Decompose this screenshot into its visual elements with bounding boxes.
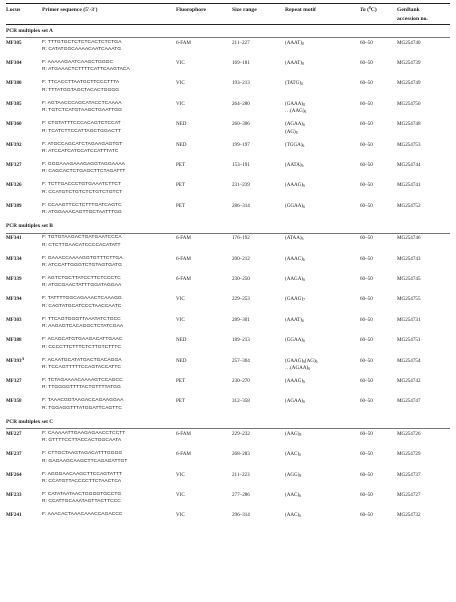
locus-name: MF264 <box>6 471 22 478</box>
forward-primer: F: TTCACCTTAATGCTTCCCTTTA <box>42 80 120 86</box>
repeat-motif-cell <box>285 60 304 66</box>
forward-primer: F: AAACACTAAACAAACCAGACCC <box>42 512 123 518</box>
locus-name: MF389 <box>6 202 22 209</box>
motif-count: 8 <box>303 102 305 107</box>
size-range-cell: 153–191 <box>232 161 250 168</box>
annealing-temp-cell: 60–50 <box>360 471 373 478</box>
size-range-cell: 264–280 <box>232 100 250 107</box>
forward-primer: F: AGTCTGCTTATCCTTCTCCCTC <box>42 275 121 281</box>
locus-cell <box>6 121 22 127</box>
reverse-primer: R: GAGAAGCAAGCTTCAGAGATTGT <box>42 458 128 464</box>
annealing-temp-cell: 60–50 <box>360 512 373 519</box>
reverse-primer: R: GTTTTCCTTACCACTGGCAATA <box>42 438 122 444</box>
reverse-primer: R: CCATTGCAAATAGTTACTTCCC <box>42 499 121 505</box>
forward-primer: F: ATGCCAGCATCTAGAAGAGTGT <box>42 141 123 147</box>
motif-count: 8 <box>295 130 298 135</box>
repeat-motif-cell <box>285 451 301 457</box>
size-range-cell: 229–232 <box>232 430 250 437</box>
repeat-motif-cell <box>285 256 305 262</box>
size-range-cell: 169–181 <box>232 59 250 66</box>
fluorophore-cell: 6-FAM <box>176 451 191 458</box>
motif-count: 8 <box>299 473 302 478</box>
annealing-temp-cell: 60–50 <box>360 80 373 87</box>
motif-count: 6 <box>303 123 305 128</box>
repeat-motif-cell <box>285 365 310 371</box>
locus-cell <box>6 472 22 478</box>
header-locus: Locus <box>6 7 21 13</box>
annealing-temp-cell: 60–50 <box>360 161 373 168</box>
repeat-motif-cell <box>285 431 301 437</box>
fluorophore-cell: PET <box>176 182 186 189</box>
locus-cell <box>6 203 22 209</box>
reverse-primer: R: TGGAGGTTTATGGATTCAGTTC <box>42 405 122 411</box>
annealing-temp-cell: 60–50 <box>360 255 373 262</box>
reverse-primer: R: CAGCACTCTGAGCTTCTAGATTT <box>42 169 126 175</box>
size-range-cell: 230–270 <box>232 377 250 384</box>
motif-count: 6 <box>303 277 305 282</box>
forward-primer: F: TAAACGGTAAGACCAGAAGGAA <box>42 398 124 404</box>
motif-count: 8 <box>299 432 302 437</box>
motif-unit: (AGAA) <box>285 121 304 128</box>
genbank-accession-cell: MG254731 <box>397 316 421 323</box>
repeat-motif-cell <box>285 378 305 384</box>
locus-name: MF394 <box>6 296 22 303</box>
motif-count: 6 <box>303 339 305 344</box>
size-range-cell: 193–213 <box>232 80 250 87</box>
locus-name: MF358 <box>6 398 22 405</box>
repeat-motif-cell <box>285 129 298 135</box>
annealing-temp-cell: 60–50 <box>360 451 373 458</box>
forward-primer: F: TTTGTGCTCTCTCACTCTCTGA <box>42 39 122 45</box>
genbank-accession-cell: MG254729 <box>397 451 421 458</box>
size-range-cell: 200–212 <box>232 255 250 262</box>
reverse-primer: R: AAGAGTCACAGGCTCTATCGAA <box>42 324 124 330</box>
genbank-accession-cell: MG254744 <box>397 161 421 168</box>
motif-count: 8 <box>301 41 304 46</box>
reverse-primer: R: CATATGGCAAAACAATCAAATG <box>42 46 122 52</box>
reverse-primer: R: TTGGGGTTTTACTGTTTTATGG <box>42 385 121 391</box>
repeat-motif-cell <box>285 80 303 86</box>
genbank-accession-cell: MG254754 <box>397 357 421 364</box>
size-range-cell: 229–253 <box>232 296 250 303</box>
genbank-accession-cell: MG254747 <box>397 398 421 405</box>
locus-cell <box>6 398 22 404</box>
locus-cell <box>6 276 22 282</box>
motif-unit: (AAAT) <box>285 316 302 323</box>
repeat-motif-cell <box>285 492 301 498</box>
reverse-primer: R: ATGCGAACTATTTGGATAGGAA <box>42 283 122 289</box>
annealing-temp-cell: 60–50 <box>360 296 373 303</box>
annealing-temp-cell: 60–50 <box>360 430 373 437</box>
motif-unit: (AAC) <box>285 491 300 498</box>
locus-name: MF388 <box>6 337 22 344</box>
fluorophore-cell: PET <box>176 202 186 209</box>
genbank-accession-cell: MG254732 <box>397 512 421 519</box>
reverse-primer: R: CCATGTTACCCCTTCTAACTCA <box>42 478 122 484</box>
motif-unit: (AAC) <box>285 451 300 458</box>
locus-name: MF385 <box>6 100 22 107</box>
reverse-primer: R: TCCAGTTTTTCCAGTACCATTC <box>42 364 121 370</box>
motif-unit: (TATG) <box>285 80 301 87</box>
fluorophore-cell: VIC <box>176 471 185 478</box>
locus-name: MF303 <box>6 316 22 323</box>
forward-primer: F: AAAAAGAATCAAGCTGGGC <box>42 59 114 65</box>
genbank-accession-cell: MG254742 <box>397 377 421 384</box>
locus-cell <box>6 142 22 148</box>
annealing-temp-cell: 60–50 <box>360 337 373 344</box>
locus-name: MF380 <box>6 80 22 87</box>
size-range-cell: 230–250 <box>232 275 250 282</box>
motif-unit: (AAGA) <box>285 275 304 282</box>
locus-name: MF334 <box>6 255 22 262</box>
locus-cell <box>6 512 22 518</box>
repeat-motif-cell <box>285 472 301 478</box>
genbank-accession-cell: MG254750 <box>397 100 421 107</box>
motif-unit: (AAAG) <box>285 182 304 189</box>
motif-unit: (GAAG) <box>285 296 304 303</box>
genbank-accession-cell: MG254755 <box>397 296 421 303</box>
motif-unit: (AATA) <box>285 161 302 168</box>
size-range-cell: 211–227 <box>232 39 250 46</box>
forward-primer: F: ACAATGCATATGACTGACAGGA <box>42 357 122 363</box>
size-range-cell: 189–213 <box>232 337 250 344</box>
genbank-accession-cell: MG254751 <box>397 337 421 344</box>
locus-cell <box>6 296 22 302</box>
section-rule <box>6 233 450 234</box>
header-ta-unit: C <box>370 7 375 13</box>
forward-primer: F: CTTGCTAAGTAGACATTTGGGG <box>42 451 123 457</box>
genbank-accession-cell: MG254740 <box>397 39 421 46</box>
motif-count: 6 <box>301 237 304 242</box>
fluorophore-cell: 6-FAM <box>176 255 191 262</box>
fluorophore-cell: 6-FAM <box>176 235 191 242</box>
genbank-accession-cell: MG254737 <box>397 471 421 478</box>
locus-cell <box>6 40 22 46</box>
section-rule <box>6 37 450 38</box>
locus-cell <box>6 235 22 241</box>
size-range-cell: 176–192 <box>232 235 250 242</box>
motif-count: 6 <box>315 359 318 364</box>
annealing-temp-cell: 60–50 <box>360 316 373 323</box>
forward-primer: F: CATATAATAACTGGGGTGCCTG <box>42 491 122 497</box>
forward-primer: F: CAAAAATTGAAGAGAACCTCCTT <box>42 430 126 436</box>
locus-cell <box>6 256 22 262</box>
locus-cell <box>6 492 22 498</box>
header-bottom-rule <box>6 24 450 25</box>
reverse-primer: R: TGTCTCATGTAAGCTGAATTGG <box>42 108 122 114</box>
locus-cell <box>6 337 22 343</box>
size-range-cell: 257–304 <box>232 357 250 364</box>
locus-cell <box>6 317 22 323</box>
forward-primer: F: TATTTTGGCAGAAACTCAAAGG <box>42 296 122 302</box>
annealing-temp-cell: 60–50 <box>360 357 373 364</box>
repeat-motif-cell <box>285 512 301 518</box>
fluorophore-cell: NED <box>176 357 187 364</box>
size-range-cell: 296–314 <box>232 512 250 519</box>
size-range-cell: 260–306 <box>232 121 250 128</box>
size-range-cell: 286–314 <box>232 202 250 209</box>
reverse-primer: R: ATCCATTGGGTCTGTAGTGATG <box>42 262 122 268</box>
header-size-range: Size range <box>232 7 257 13</box>
locus-cell <box>6 60 22 66</box>
annealing-temp-cell: 60–50 <box>360 59 373 66</box>
reverse-primer: R: ATGGAAACAGTTGCTAATTTGG <box>42 210 122 216</box>
motif-count: 8 <box>301 61 304 66</box>
motif-unit: (AAAG) <box>285 377 304 384</box>
size-range-cell: 199–197 <box>232 141 250 148</box>
motif-unit: (AG) <box>285 128 296 135</box>
motif-unit: (GAAG) <box>285 357 304 364</box>
repeat-motif-cell <box>285 182 305 188</box>
fluorophore-cell: 6-FAM <box>176 275 191 282</box>
reverse-primer: R: CCCCTTCTTTCTCTTGTCTTTC <box>42 344 121 350</box>
size-range-cell: 211–223 <box>232 471 250 478</box>
repeat-motif-cell <box>285 398 305 404</box>
motif-count: 6 <box>302 143 305 148</box>
motif-count: 6 <box>303 184 305 189</box>
locus-cell <box>6 80 22 86</box>
annealing-temp-cell: 60–50 <box>360 275 373 282</box>
motif-unit: …(AAG) <box>285 108 305 115</box>
motif-unit: (TGGA) <box>285 141 303 148</box>
locus-name: MF305 <box>6 39 22 46</box>
fluorophore-cell: VIC <box>176 491 185 498</box>
header-top-rule <box>6 3 450 4</box>
reverse-primer: R: CTCTTGAACATCCCCACATATT <box>42 242 121 248</box>
motif-count: 6 <box>302 257 305 262</box>
annealing-temp-cell: 60–50 <box>360 377 373 384</box>
forward-primer: F: GGGAAAGAAAGAGGTAGGAAAA <box>42 161 125 167</box>
fluorophore-cell: PET <box>176 161 186 168</box>
forward-primer: F: CCAAGTTCCTCTTTGATCAGTC <box>42 202 122 208</box>
locus-name: MF341 <box>6 235 22 242</box>
reverse-primer: R: ATGAAACTCTTTTCATTCAAGTACA <box>42 67 130 73</box>
fluorophore-cell: VIC <box>176 100 185 107</box>
locus-cell <box>6 451 22 457</box>
genbank-accession-cell: MG254739 <box>397 59 421 66</box>
repeat-motif-cell <box>285 235 303 241</box>
motif-count: 6 <box>299 493 301 498</box>
header-repeat-motif: Repeat motif <box>285 7 316 13</box>
motif-unit: (AGAA) <box>285 398 304 405</box>
locus-name: MF360 <box>6 121 22 128</box>
forward-primer: F: TGTGTAAGACTGATGAATCCCA <box>42 235 122 241</box>
motif-unit: (AAC) <box>285 512 300 519</box>
motif-unit: (AAG) <box>285 430 300 437</box>
repeat-motif-cell <box>285 317 304 323</box>
header-primer: Primer sequence (5′-3′) <box>42 7 98 13</box>
fluorophore-cell: PET <box>176 398 186 405</box>
motif-unit: (ATAA) <box>285 235 302 242</box>
genbank-accession-cell: MG254749 <box>397 80 421 87</box>
motif-count: 6 <box>299 453 301 458</box>
locus-cell <box>6 358 24 364</box>
forward-primer: F: TTCAGTGGGTTAAATATCTGCC <box>42 316 121 322</box>
locus-name: MF339 <box>6 275 22 282</box>
locus-cell <box>6 378 22 384</box>
annealing-temp-cell: 60–50 <box>360 121 373 128</box>
annealing-temp-cell: 60–50 <box>360 398 373 405</box>
repeat-motif-cell <box>285 162 303 168</box>
motif-unit: (GGAA) <box>285 337 304 344</box>
locus-cell <box>6 101 22 107</box>
locus-name: MF327 <box>6 377 22 384</box>
genbank-accession-cell: MG254746 <box>397 235 421 242</box>
motif-unit: (AG) <box>304 357 316 364</box>
forward-primer: F: CTGTATTTCCCACAGTCTCCAT <box>42 121 121 127</box>
annealing-temp-cell: 60–50 <box>360 182 373 189</box>
repeat-motif-cell <box>285 142 304 148</box>
locus-name: MF327 <box>6 161 22 168</box>
locus-name: MF326 <box>6 182 22 189</box>
forward-primer: F: AGGGAACAAGCTTCCAGTATTT <box>42 471 122 477</box>
fluorophore-cell: NED <box>176 337 187 344</box>
forward-primer: F: GAAACCAAAAGGTGTTTCTTGA <box>42 255 123 261</box>
motif-count: 6 <box>303 359 305 364</box>
motif-count: 6 <box>301 163 304 168</box>
repeat-motif-cell <box>285 121 305 127</box>
header-ta-degree: 0 <box>368 6 371 10</box>
motif-unit: …(AGAA) <box>285 364 309 371</box>
repeat-motif-cell <box>285 40 304 46</box>
section-title: PCR multiplex set A <box>6 27 53 34</box>
motif-count: 6 <box>304 110 307 115</box>
reverse-primer: R: TTTATGGTAGCTACACTGGGG <box>42 87 120 93</box>
size-range-cell: 289–301 <box>232 316 250 323</box>
fluorophore-cell: NED <box>176 121 187 128</box>
locus-name: MF237 <box>6 451 22 458</box>
motif-unit: (AGG) <box>285 471 300 478</box>
fluorophore-cell: VIC <box>176 316 185 323</box>
motif-count: 6 <box>301 318 304 323</box>
motif-unit: (GGAA) <box>285 202 304 209</box>
fluorophore-cell: NED <box>176 141 187 148</box>
locus-name: MF393 <box>6 357 22 364</box>
locus-cell <box>6 162 22 168</box>
size-range-cell: 231–239 <box>232 182 250 189</box>
repeat-motif-cell <box>285 108 306 114</box>
motif-unit: (AAAT) <box>285 39 302 46</box>
genbank-accession-cell: MG254727 <box>397 491 421 498</box>
motif-count: 6 <box>303 379 305 384</box>
annealing-temp-cell: 60–50 <box>360 100 373 107</box>
motif-count: 6 <box>308 366 310 371</box>
locus-cell <box>6 431 22 437</box>
size-range-cell: 277–286 <box>232 491 250 498</box>
locus-cell <box>6 182 22 188</box>
genbank-accession-cell: MG254741 <box>397 182 421 189</box>
fluorophore-cell: 6-FAM <box>176 39 191 46</box>
locus-footnote: A <box>21 356 25 361</box>
header-fluorophore: Fluorophore <box>176 7 206 13</box>
annealing-temp-cell: 60–50 <box>360 39 373 46</box>
reverse-primer: R: TCATCTTCCATTAGCTGGACTT <box>42 128 121 134</box>
motif-unit: (GAAA) <box>285 100 304 107</box>
annealing-temp-cell: 60–50 <box>360 202 373 209</box>
reverse-primer: R: ATCCATCATCCATCCATTTATC <box>42 148 119 154</box>
header-accession: accession no. <box>397 16 428 22</box>
fluorophore-cell: PET <box>176 377 186 384</box>
section-title: PCR multiplex set B <box>6 223 53 230</box>
genbank-accession-cell: MG254753 <box>397 141 421 148</box>
repeat-motif-cell <box>285 276 305 282</box>
fluorophore-cell: VIC <box>176 296 185 303</box>
fluorophore-cell: VIC <box>176 59 185 66</box>
forward-primer: F: AGTAACCCAGCATACCTCAAAA <box>42 100 122 106</box>
motif-count: 6 <box>303 400 305 405</box>
motif-count: 6 <box>303 204 305 209</box>
section-rule <box>6 428 450 429</box>
header-genbank: GenBank <box>397 7 420 13</box>
genbank-accession-cell: MG254743 <box>397 255 421 262</box>
locus-name: MF227 <box>6 430 22 437</box>
genbank-accession-cell: MG254745 <box>397 275 421 282</box>
reverse-primer: R: CCATGTCTGTCTCTGTCTGTCT <box>42 189 123 195</box>
fluorophore-cell: 6-FAM <box>176 430 191 437</box>
locus-name: MF304 <box>6 59 22 66</box>
repeat-motif-cell <box>285 296 305 302</box>
annealing-temp-cell: 60–50 <box>360 491 373 498</box>
reverse-primer: R: CAGTATGCATCCCTAACCAATC <box>42 303 122 309</box>
forward-primer: F: TCTAGAAAACAAAAGTCCAGCC <box>42 377 123 383</box>
genbank-accession-cell: MG254752 <box>397 202 421 209</box>
repeat-motif-cell <box>285 337 305 343</box>
annealing-temp-cell: 60–50 <box>360 141 373 148</box>
annealing-temp-cell: 60–50 <box>360 235 373 242</box>
repeat-motif-cell <box>285 358 317 364</box>
locus-name: MF392 <box>6 141 22 148</box>
size-range-cell: 268–283 <box>232 451 250 458</box>
motif-count: 6 <box>301 82 303 87</box>
section-title: PCR multiplex set C <box>6 418 54 425</box>
locus-name: MF233 <box>6 491 22 498</box>
forward-primer: F: TCTTGACCCTGTGAAATCTTCT <box>42 182 122 188</box>
locus-name: MF241 <box>6 512 22 519</box>
header-ta: Ta ($^0$C) <box>360 6 377 13</box>
repeat-motif-cell <box>285 101 305 107</box>
motif-unit: (AAAC) <box>285 255 303 262</box>
motif-unit: (AAAT) <box>285 59 302 66</box>
genbank-accession-cell: MG254748 <box>397 121 421 128</box>
genbank-accession-cell: MG254726 <box>397 430 421 437</box>
forward-primer: F: ACAGCATGTGAAGACATTGAAC <box>42 337 123 343</box>
motif-count: 7 <box>303 298 305 303</box>
fluorophore-cell: VIC <box>176 512 185 519</box>
repeat-motif-cell <box>285 203 305 209</box>
header-ta-symbol: Ta <box>360 7 366 13</box>
motif-count: 6 <box>299 514 301 519</box>
fluorophore-cell: VIC <box>176 80 185 87</box>
size-range-cell: 312–358 <box>232 398 250 405</box>
